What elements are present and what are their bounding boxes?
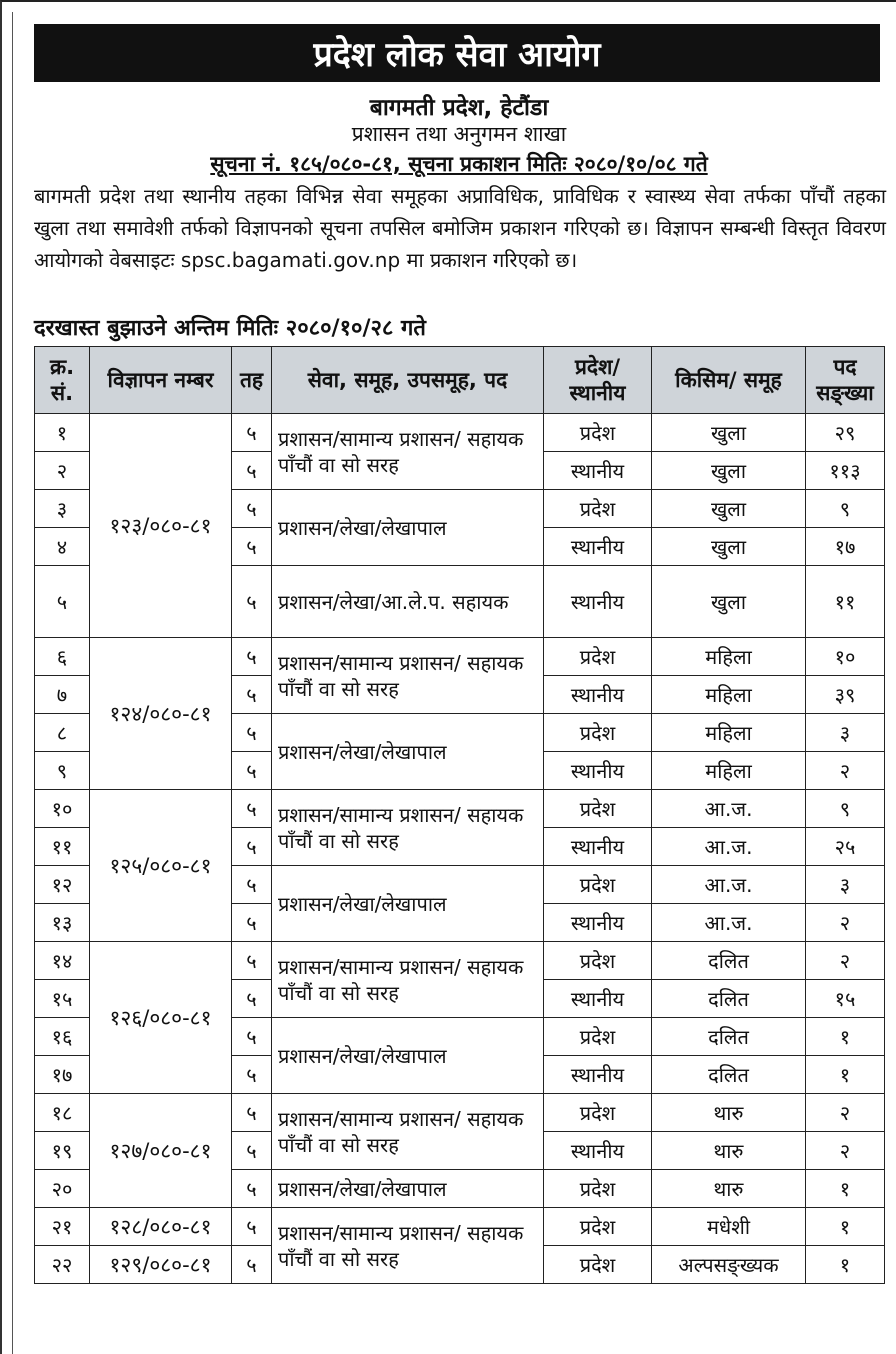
table-row — [35, 414, 885, 452]
cell-sn: ११ — [35, 828, 90, 866]
cell-sn: ९ — [35, 752, 90, 790]
cell-level: ५ — [232, 566, 272, 638]
cell-count: १ — [806, 1208, 885, 1246]
cell-post: प्रशासन/लेखा/आ.ले.प. सहायक — [272, 566, 544, 638]
cell-type: खुला — [652, 452, 806, 490]
cell-sn: ५ — [35, 566, 90, 638]
cell-scope: प्रदेश — [544, 1246, 652, 1284]
cell-adv-number: १२९/०८०-८१ — [90, 1246, 232, 1284]
cell-post: प्रशासन/लेखा/लेखापाल — [272, 1170, 544, 1208]
cell-level: ५ — [232, 528, 272, 566]
col-header-scope: प्रदेश/ स्थानीय — [544, 347, 652, 414]
col-header-sn: क्र. सं. — [35, 347, 90, 414]
cell-adv-number: १२६/०८०-८१ — [90, 942, 232, 1094]
cell-level: ५ — [232, 1094, 272, 1132]
branch-heading: प्रशासन तथा अनुगमन शाखा — [351, 122, 567, 146]
vacancy-table-body — [35, 414, 885, 1284]
cell-scope: प्रदेश — [544, 866, 652, 904]
notice-paragraph: बागमती प्रदेश तथा स्थानीय तहका विभिन्न सेवा समूहका अप्राविधिक, प्राविधिक र स्वास्थ्य सेवा तर्फका पाँचौं तहका खुला तथा समावेशी तर्फको विज्ञापनको सूचना तपसिल बमोजिम प्रकाशन गरिएको छ। विज्ञापन सम्बन्धी विस्तृत विवरण आयोगको वेबसाइटः spsc.bagamati.gov.np मा प्रकाशन गरिएको छ। — [34, 184, 886, 272]
cell-count: ११ — [806, 566, 885, 638]
cell-type: आ.ज. — [652, 866, 806, 904]
cell-level: ५ — [232, 866, 272, 904]
cell-level: ५ — [232, 490, 272, 528]
notice-number-line: सूचना नं. १८५/०८०-८१, सूचना प्रकाशन मितिः २०८०/१०/०८ गते — [210, 152, 708, 176]
col-header-adv-number: विज्ञापन नम्बर — [90, 347, 232, 414]
cell-type: महिला — [652, 714, 806, 752]
cell-scope: स्थानीय — [544, 904, 652, 942]
cell-level: ५ — [232, 752, 272, 790]
cell-type: आ.ज. — [652, 790, 806, 828]
cell-scope: स्थानीय — [544, 828, 652, 866]
cell-type: आ.ज. — [652, 904, 806, 942]
cell-adv-number: १२८/०८०-८१ — [90, 1208, 232, 1246]
cell-level: ५ — [232, 942, 272, 980]
cell-sn: १ — [35, 414, 90, 452]
table-row — [35, 942, 885, 980]
cell-type: महिला — [652, 638, 806, 676]
cell-count: ११३ — [806, 452, 885, 490]
cell-scope: प्रदेश — [544, 714, 652, 752]
cell-count: ९ — [806, 790, 885, 828]
cell-scope: प्रदेश — [544, 490, 652, 528]
application-deadline: दरखास्त बुझाउने अन्तिम मितिः २०८०/१०/२८ गते — [34, 316, 426, 341]
cell-count: १ — [806, 1246, 885, 1284]
cell-count: ९ — [806, 490, 885, 528]
cell-sn: १६ — [35, 1018, 90, 1056]
cell-sn: ६ — [35, 638, 90, 676]
cell-scope: स्थानीय — [544, 1132, 652, 1170]
cell-adv-number: १२३/०८०-८१ — [90, 414, 232, 638]
cell-type: खुला — [652, 414, 806, 452]
cell-sn: १४ — [35, 942, 90, 980]
cell-count: २५ — [806, 828, 885, 866]
cell-sn: १२ — [35, 866, 90, 904]
cell-type: दलित — [652, 1018, 806, 1056]
cell-sn: १७ — [35, 1056, 90, 1094]
cell-type: दलित — [652, 980, 806, 1018]
cell-count: १० — [806, 638, 885, 676]
cell-count: ३९ — [806, 676, 885, 714]
cell-type: मधेशी — [652, 1208, 806, 1246]
cell-sn: २० — [35, 1170, 90, 1208]
cell-level: ५ — [232, 1170, 272, 1208]
cell-type: महिला — [652, 752, 806, 790]
cell-type: दलित — [652, 942, 806, 980]
cell-count: १ — [806, 1056, 885, 1094]
cell-level: ५ — [232, 1132, 272, 1170]
cell-adv-number: १२५/०८०-८१ — [90, 790, 232, 942]
cell-scope: प्रदेश — [544, 1094, 652, 1132]
cell-sn: १८ — [35, 1094, 90, 1132]
cell-post: प्रशासन/सामान्य प्रशासन/ सहायक पाँचौं वा सो सरह — [272, 1208, 544, 1284]
cell-count: २ — [806, 752, 885, 790]
cell-level: ५ — [232, 1246, 272, 1284]
cell-level: ५ — [232, 638, 272, 676]
cell-level: ५ — [232, 676, 272, 714]
cell-count: २ — [806, 1094, 885, 1132]
cell-scope: स्थानीय — [544, 676, 652, 714]
cell-type: थारु — [652, 1170, 806, 1208]
cell-scope: स्थानीय — [544, 752, 652, 790]
cell-sn: २ — [35, 452, 90, 490]
cell-sn: १० — [35, 790, 90, 828]
cell-sn: ४ — [35, 528, 90, 566]
province-heading: बागमती प्रदेश, हेटौंडा — [369, 95, 549, 121]
cell-scope: स्थानीय — [544, 452, 652, 490]
table-row — [35, 1094, 885, 1132]
cell-adv-number: १२७/०८०-८१ — [90, 1094, 232, 1208]
cell-sn: १९ — [35, 1132, 90, 1170]
cell-count: २ — [806, 904, 885, 942]
cell-level: ५ — [232, 1018, 272, 1056]
cell-post: प्रशासन/लेखा/लेखापाल — [272, 490, 544, 566]
cell-post: प्रशासन/सामान्य प्रशासन/ सहायक पाँचौं वा सो सरह — [272, 414, 544, 490]
cell-scope: प्रदेश — [544, 790, 652, 828]
cell-scope: स्थानीय — [544, 980, 652, 1018]
vacancy-table — [34, 346, 885, 1284]
cell-count: १५ — [806, 980, 885, 1018]
cell-sn: २१ — [35, 1208, 90, 1246]
cell-scope: स्थानीय — [544, 1056, 652, 1094]
cell-post: प्रशासन/सामान्य प्रशासन/ सहायक पाँचौं वा सो सरह — [272, 790, 544, 866]
cell-sn: ८ — [35, 714, 90, 752]
cell-type: खुला — [652, 528, 806, 566]
cell-level: ५ — [232, 980, 272, 1018]
cell-level: ५ — [232, 790, 272, 828]
cell-post: प्रशासन/लेखा/लेखापाल — [272, 866, 544, 942]
cell-sn: २२ — [35, 1246, 90, 1284]
cell-count: ३ — [806, 866, 885, 904]
cell-scope: प्रदेश — [544, 638, 652, 676]
cell-scope: प्रदेश — [544, 414, 652, 452]
cell-sn: १३ — [35, 904, 90, 942]
cell-type: थारु — [652, 1132, 806, 1170]
cell-post: प्रशासन/लेखा/लेखापाल — [272, 1018, 544, 1094]
cell-post: प्रशासन/सामान्य प्रशासन/ सहायक पाँचौं वा सो सरह — [272, 1094, 544, 1170]
cell-level: ५ — [232, 904, 272, 942]
cell-type: महिला — [652, 676, 806, 714]
cell-post: प्रशासन/लेखा/लेखापाल — [272, 714, 544, 790]
table-row — [35, 638, 885, 676]
col-header-count: पद सङ्ख्या — [806, 347, 885, 414]
cell-scope: प्रदेश — [544, 1208, 652, 1246]
cell-count: १७ — [806, 528, 885, 566]
cell-type: अल्पसङ्ख्यक — [652, 1246, 806, 1284]
cell-level: ५ — [232, 414, 272, 452]
table-row — [35, 790, 885, 828]
table-header-row — [35, 347, 885, 414]
cell-sn: ३ — [35, 490, 90, 528]
cell-scope: प्रदेश — [544, 942, 652, 980]
cell-level: ५ — [232, 1056, 272, 1094]
cell-type: खुला — [652, 490, 806, 528]
cell-adv-number: १२४/०८०-८१ — [90, 638, 232, 790]
col-header-service: सेवा, समूह, उपसमूह, पद — [272, 347, 544, 414]
cell-count: २ — [806, 942, 885, 980]
table-row — [35, 1208, 885, 1246]
cell-scope: स्थानीय — [544, 528, 652, 566]
cell-level: ५ — [232, 452, 272, 490]
cell-type: थारु — [652, 1094, 806, 1132]
cell-post: प्रशासन/सामान्य प्रशासन/ सहायक पाँचौं वा सो सरह — [272, 942, 544, 1018]
col-header-level: तह — [232, 347, 272, 414]
cell-scope: प्रदेश — [544, 1170, 652, 1208]
cell-count: १ — [806, 1018, 885, 1056]
cell-type: खुला — [652, 566, 806, 638]
cell-sn: ७ — [35, 676, 90, 714]
col-header-type: किसिम/ समूह — [652, 347, 806, 414]
cell-scope: स्थानीय — [544, 566, 652, 638]
cell-level: ५ — [232, 1208, 272, 1246]
cell-count: ३ — [806, 714, 885, 752]
cell-scope: प्रदेश — [544, 1018, 652, 1056]
cell-level: ५ — [232, 714, 272, 752]
cell-count: २९ — [806, 414, 885, 452]
cell-sn: १५ — [35, 980, 90, 1018]
cell-type: आ.ज. — [652, 828, 806, 866]
cell-post: प्रशासन/सामान्य प्रशासन/ सहायक पाँचौं वा सो सरह — [272, 638, 544, 714]
cell-type: दलित — [652, 1056, 806, 1094]
commission-title: प्रदेश लोक सेवा आयोग — [34, 24, 880, 82]
cell-level: ५ — [232, 828, 272, 866]
cell-count: २ — [806, 1132, 885, 1170]
cell-count: १ — [806, 1170, 885, 1208]
